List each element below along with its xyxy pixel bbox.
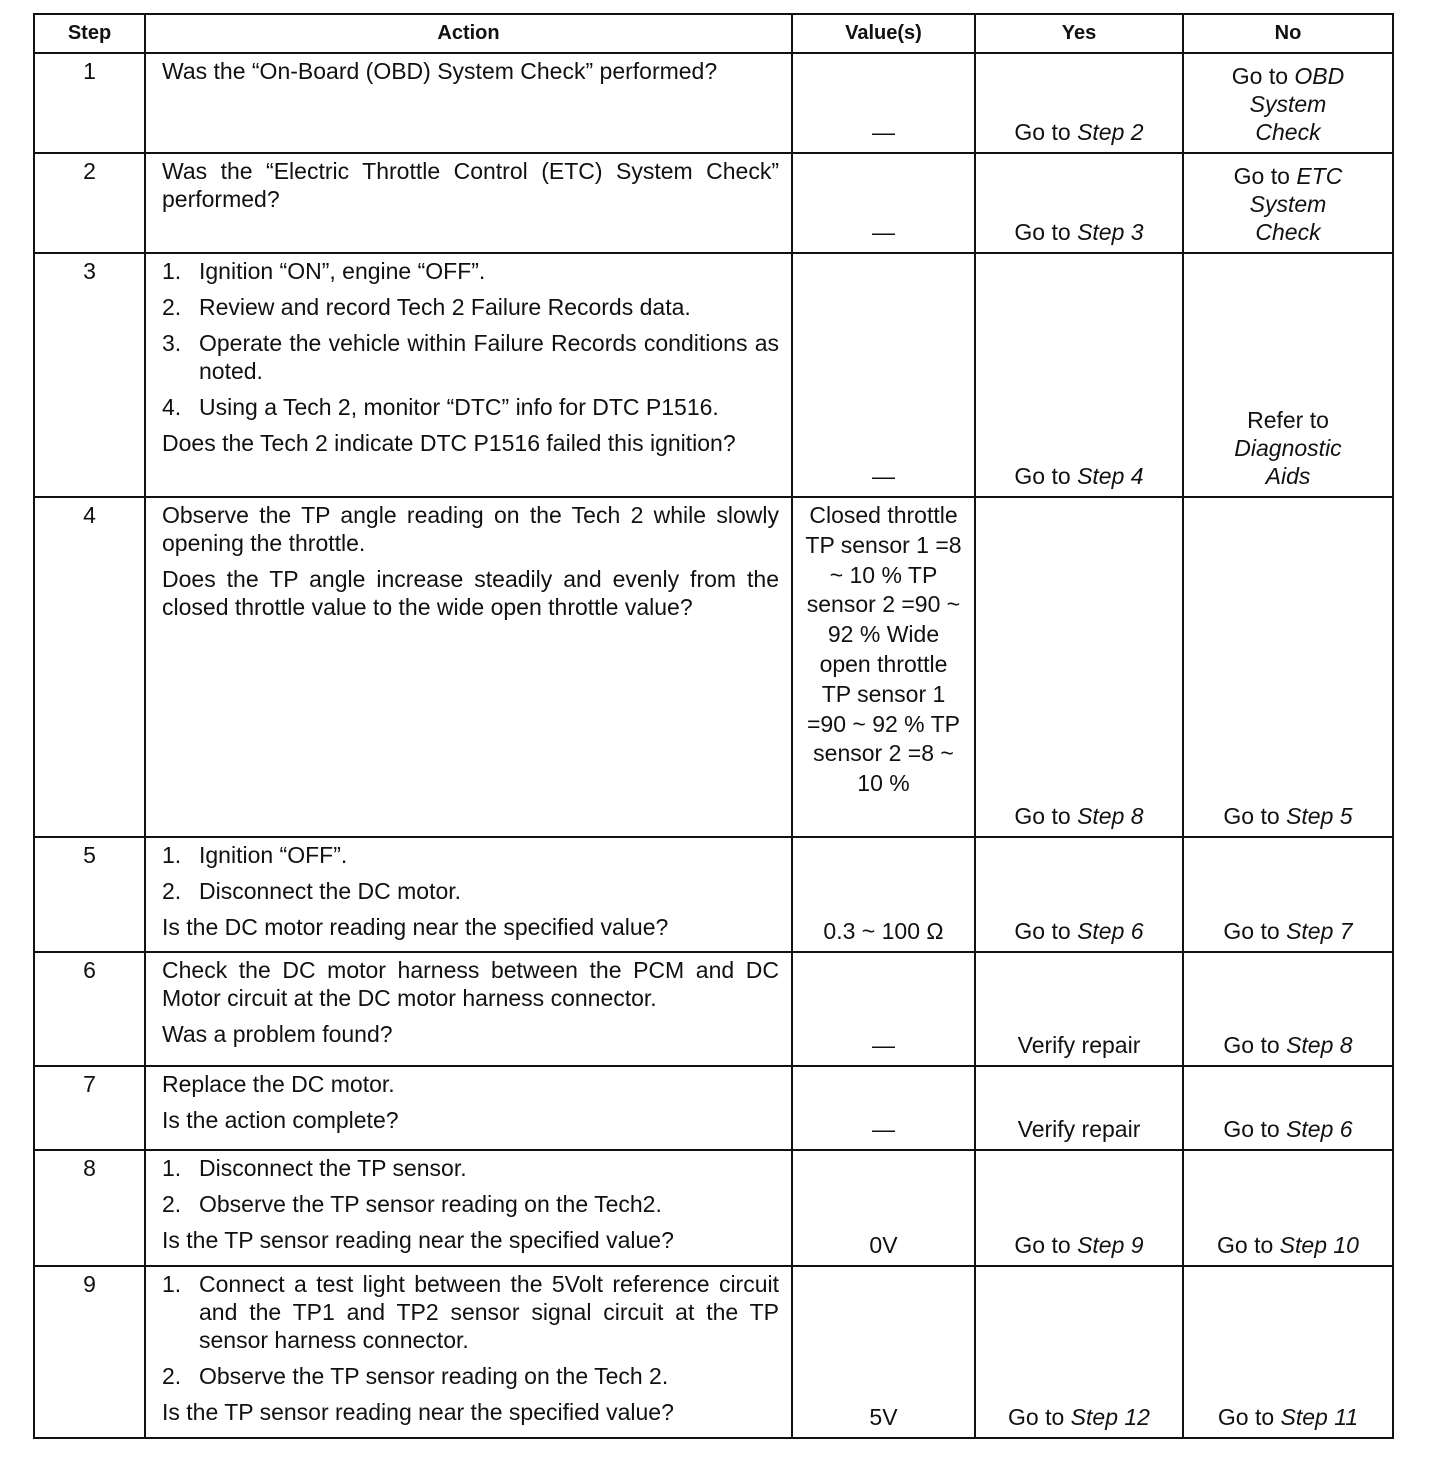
- header-action: Action: [145, 14, 792, 53]
- yes-cell: [975, 837, 1183, 952]
- yes-link[interactable]: Step 8: [1077, 803, 1144, 829]
- no-prefix: Go to: [1231, 63, 1289, 89]
- yes-link[interactable]: Step 12: [1070, 1404, 1150, 1430]
- action-question: Is the action complete?: [162, 1107, 399, 1133]
- yes-prefix: Go to: [1014, 918, 1071, 944]
- value-cell: 5V: [792, 1266, 975, 1438]
- action-steps-list: [162, 1270, 779, 1390]
- header-yes: Yes: [975, 14, 1183, 53]
- table-row: [34, 952, 1393, 1066]
- table-row: [34, 153, 1393, 253]
- no-cell: [1183, 1066, 1393, 1150]
- action-cell: [145, 253, 792, 497]
- action-cell: [145, 837, 792, 952]
- table-row: [34, 1066, 1393, 1150]
- action-steps-list: [162, 1154, 779, 1218]
- yes-text[interactable]: Verify repair: [1017, 1032, 1141, 1058]
- list-item: 1. Ignition “OFF”.: [162, 842, 348, 868]
- step-number: 9: [34, 1266, 145, 1438]
- table-row: [34, 837, 1393, 952]
- no-link[interactable]: OBD: [1294, 63, 1345, 89]
- yes-text[interactable]: Verify repair: [1017, 1116, 1141, 1142]
- value-cell: 0.3 ~ 100 Ω: [792, 837, 975, 952]
- list-item: 2. Review and record Tech 2 Failure Records data.: [162, 294, 691, 320]
- no-cell: [1183, 952, 1393, 1066]
- no-link[interactable]: Step 6: [1286, 1116, 1353, 1142]
- step-number: 7: [34, 1066, 145, 1150]
- no-link-line3[interactable]: Check: [1255, 219, 1321, 245]
- step-number: 8: [34, 1150, 145, 1266]
- no-cell: [1183, 253, 1393, 497]
- action-question: Is the DC motor reading near the specified value?: [162, 914, 669, 940]
- step-number: 3: [34, 253, 145, 497]
- header-step: Step: [34, 14, 145, 53]
- no-link[interactable]: Diagnostic: [1234, 435, 1342, 461]
- list-item: 3. Operate the vehicle within Failure Records conditions as noted.: [162, 330, 779, 384]
- no-link-line2[interactable]: System: [1249, 191, 1327, 217]
- yes-prefix: Go to: [1014, 219, 1071, 245]
- step-number: 5: [34, 837, 145, 952]
- yes-prefix: Go to: [1014, 119, 1071, 145]
- action-cell: [145, 1066, 792, 1150]
- action-text: Was the “Electric Throttle Control (ETC) System Check” performed?: [162, 158, 779, 212]
- value-cell: —: [792, 1066, 975, 1150]
- step-number: 4: [34, 497, 145, 837]
- value-cell: Closed throttle TP sensor 1 =8 ~ 10 % TP sensor 2 =90 ~ 92 % Wide open throttle TP sensor 1 =90 ~ 92 % TP sensor 2 =8 ~ 10 %: [792, 497, 975, 837]
- value-cell: —: [792, 952, 975, 1066]
- no-cell: [1183, 837, 1393, 952]
- no-link[interactable]: Step 5: [1286, 803, 1353, 829]
- no-link[interactable]: ETC: [1296, 163, 1343, 189]
- action-steps-list: [162, 841, 779, 905]
- yes-cell: [975, 497, 1183, 837]
- yes-link[interactable]: Step 2: [1077, 119, 1144, 145]
- yes-link[interactable]: Step 4: [1077, 463, 1144, 489]
- action-text: Check the DC motor harness between the PCM and DC Motor circuit at the DC motor harness connector.: [162, 957, 779, 1011]
- action-cell: [145, 53, 792, 153]
- list-item: 2. Observe the TP sensor reading on the Tech2.: [162, 1191, 662, 1217]
- yes-cell: [975, 253, 1183, 497]
- no-prefix: Go to: [1217, 1404, 1275, 1430]
- no-cell: [1183, 53, 1393, 153]
- diagnostic-table: [33, 13, 1394, 1439]
- no-link-line3[interactable]: Aids: [1265, 463, 1311, 489]
- no-link[interactable]: Step 11: [1280, 1404, 1359, 1430]
- yes-cell: [975, 153, 1183, 253]
- action-question: Does the TP angle increase steadily and evenly from the closed throttle value to the wide open throttle value?: [162, 566, 779, 620]
- no-cell: [1183, 1150, 1393, 1266]
- no-link[interactable]: Step 8: [1286, 1032, 1353, 1058]
- header-values: Value(s): [792, 14, 975, 53]
- no-prefix: Go to: [1223, 918, 1280, 944]
- no-link[interactable]: Step 7: [1286, 918, 1353, 944]
- action-text: Observe the TP angle reading on the Tech 2 while slowly opening the throttle.: [162, 502, 779, 556]
- no-link-line3[interactable]: Check: [1255, 119, 1321, 145]
- step-number: 2: [34, 153, 145, 253]
- yes-prefix: Go to: [1014, 1232, 1071, 1258]
- action-cell: [145, 497, 792, 837]
- table-row: [34, 1266, 1393, 1438]
- yes-cell: [975, 1150, 1183, 1266]
- value-cell: —: [792, 53, 975, 153]
- no-prefix: Go to: [1223, 803, 1280, 829]
- list-item: 2. Observe the TP sensor reading on the Tech 2.: [162, 1363, 669, 1389]
- header-row: [34, 14, 1393, 53]
- table-row: [34, 53, 1393, 153]
- list-item: 2. Disconnect the DC motor.: [162, 878, 462, 904]
- list-item: 1. Disconnect the TP sensor.: [162, 1155, 467, 1181]
- yes-link[interactable]: Step 6: [1077, 918, 1144, 944]
- action-steps-list: [162, 257, 779, 421]
- value-cell: —: [792, 153, 975, 253]
- no-prefix: Go to: [1233, 163, 1290, 189]
- yes-link[interactable]: Step 3: [1077, 219, 1144, 245]
- step-number: 6: [34, 952, 145, 1066]
- action-cell: [145, 1266, 792, 1438]
- action-cell: [145, 1150, 792, 1266]
- yes-cell: [975, 952, 1183, 1066]
- yes-prefix: Go to: [1014, 463, 1071, 489]
- no-link[interactable]: Step 10: [1279, 1232, 1359, 1258]
- yes-cell: [975, 1066, 1183, 1150]
- action-question: Does the Tech 2 indicate DTC P1516 failed this ignition?: [162, 430, 736, 456]
- step-number: 1: [34, 53, 145, 153]
- list-item: 4. Using a Tech 2, monitor “DTC” info for DTC P1516.: [162, 394, 719, 420]
- yes-cell: [975, 53, 1183, 153]
- action-text: Replace the DC motor.: [162, 1071, 395, 1097]
- table-row: [34, 253, 1393, 497]
- yes-cell: [975, 1266, 1183, 1438]
- list-item: 1. Ignition “ON”, engine “OFF”.: [162, 258, 486, 284]
- action-text: Was the “On-Board (OBD) System Check” performed?: [162, 58, 718, 84]
- list-item: 1. Connect a test light between the 5Volt reference circuit and the TP1 and TP2 sensor signal circuit at the TP sensor harness connector.: [162, 1271, 779, 1353]
- table-row: [34, 1150, 1393, 1266]
- no-cell: [1183, 1266, 1393, 1438]
- action-question: Is the TP sensor reading near the specified value?: [162, 1399, 674, 1425]
- yes-prefix: Go to: [1014, 803, 1071, 829]
- no-prefix: Refer to: [1247, 407, 1329, 433]
- header-no: No: [1183, 14, 1393, 53]
- action-question: Is the TP sensor reading near the specified value?: [162, 1227, 674, 1253]
- action-cell: [145, 153, 792, 253]
- no-prefix: Go to: [1223, 1116, 1280, 1142]
- yes-link[interactable]: Step 9: [1077, 1232, 1144, 1258]
- no-link-line2[interactable]: System: [1249, 91, 1327, 117]
- action-question: Was a problem found?: [162, 1021, 393, 1047]
- no-cell: [1183, 497, 1393, 837]
- value-cell: 0V: [792, 1150, 975, 1266]
- no-prefix: Go to: [1223, 1032, 1280, 1058]
- no-cell: [1183, 153, 1393, 253]
- yes-prefix: Go to: [1008, 1404, 1065, 1430]
- table-row: [34, 497, 1393, 837]
- value-cell: —: [792, 253, 975, 497]
- action-cell: [145, 952, 792, 1066]
- no-prefix: Go to: [1217, 1232, 1274, 1258]
